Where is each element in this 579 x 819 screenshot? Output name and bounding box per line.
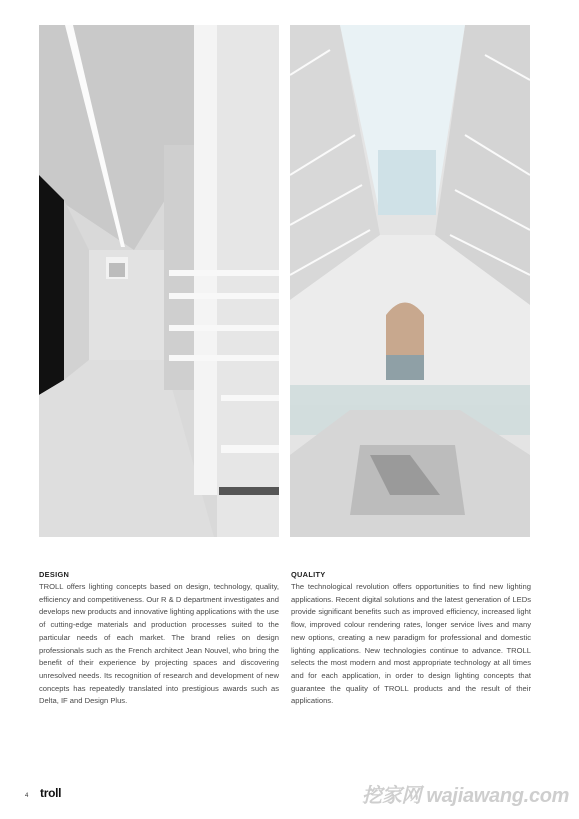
design-body: TROLL offers lighting concepts based on design, technology, quality, efficiency and competitiveness. Our R & D department investigates and develops new products and innovative lighting applications with the use of cutting-edge materials and production processes suited to the particular needs of each market. The brand relies on design professionals such as the French architect Jean Nouvel, who bring the benefit of their experience by projecting spaces and discovering unresolved needs. Its recognition of research and development of new concepts has repeatedly translated into prestigious awards such as Delta, IF and Design Plus. <box>39 582 279 706</box>
quality-heading: QUALITY <box>291 570 326 579</box>
page-number: 4 <box>25 793 29 799</box>
brand-logo: troll <box>40 786 62 800</box>
design-section <box>39 570 279 708</box>
watermark-text: 挖家网 wajiawang.com <box>362 785 570 807</box>
quality-body: The technological revolution offers opportunities to find new lighting applications. Recent digital solutions and the latest generation of LEDs provide significant benefits such as improved efficiency, increased light flow, improved colour rendering rates, longer service lives and many new options, creating a new paradigm for professional and domestic lighting applications. New technologies continue to advance. TROLL selects the most modern and most appropriate technology at all times and for each application, in order to design lighting concepts that guarantee the quality of TROLL products and the result of their applications. <box>291 582 531 706</box>
interior-photo-right <box>290 25 530 537</box>
design-heading: DESIGN <box>39 570 70 579</box>
interior-photo-left <box>39 25 279 537</box>
quality-section <box>291 570 531 708</box>
